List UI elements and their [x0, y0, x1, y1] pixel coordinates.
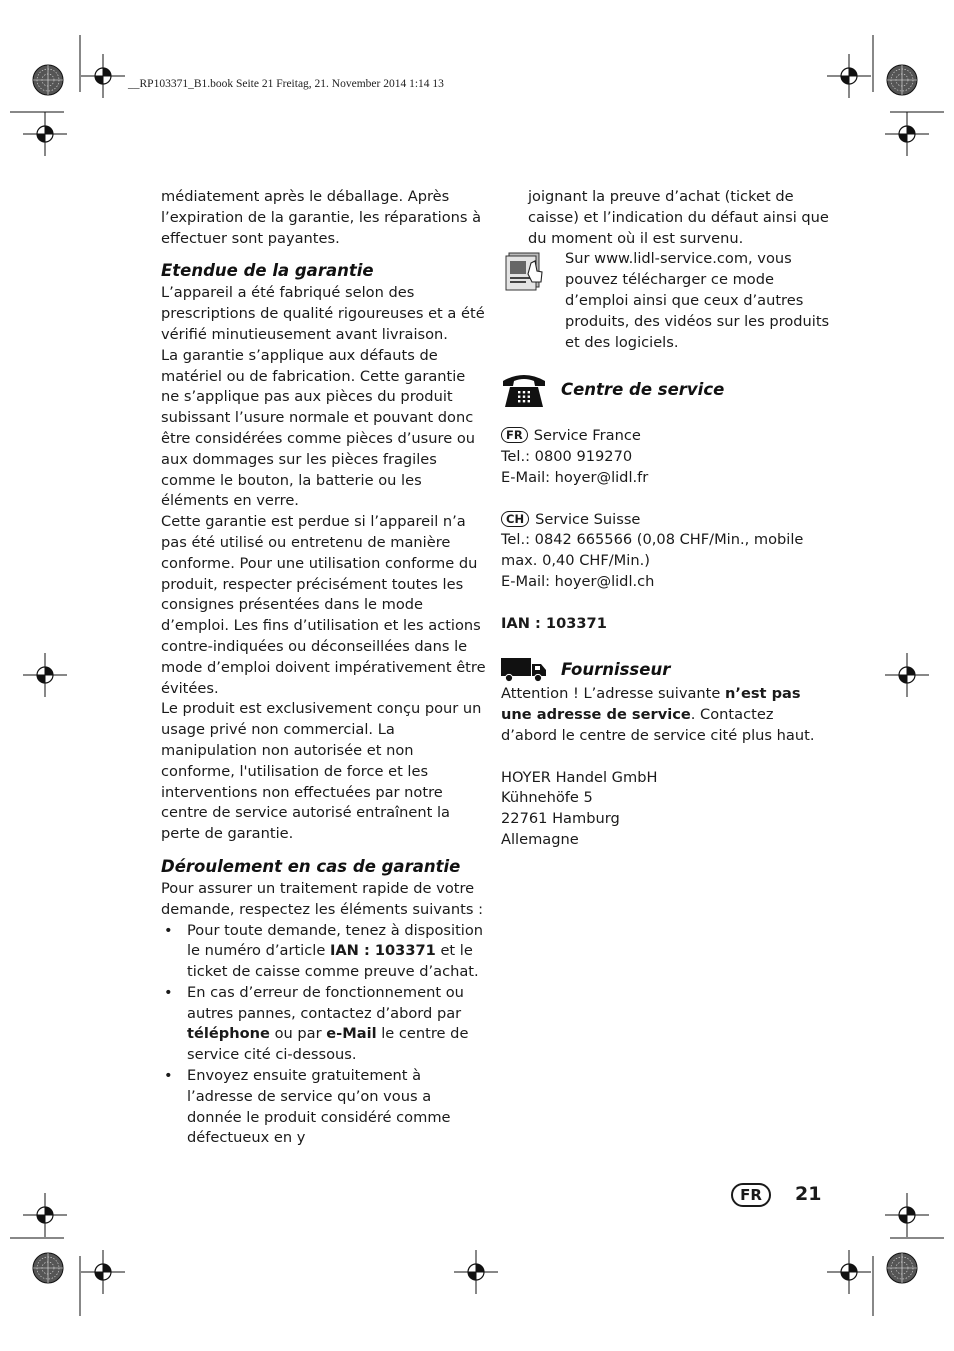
download-paragraph: Sur www.lidl-service.com, vous pouvez télécharger ce mode d’emploi ainsi que ceux d’autres produits, des vidéos sur les produits et des logiciels. — [565, 250, 830, 351]
download-manual-icon — [501, 249, 549, 293]
country-badge-fr: FR — [501, 427, 528, 443]
service-suisse-block — [501, 510, 831, 593]
registration-mark-icon — [454, 1250, 498, 1294]
intro-paragraph: médiatement après le déballage. Après l’expiration de la garantie, les réparations à effectuer sont payantes. — [161, 188, 482, 247]
service-france-email: E-Mail: hoyer@lidl.fr — [501, 468, 649, 486]
section-heading-etendue: Etendue de la garantie — [161, 261, 374, 281]
service-heading-row — [501, 371, 831, 409]
deroulement-list — [161, 921, 486, 1150]
supplier-address — [501, 768, 831, 851]
registration-mark-icon — [885, 653, 929, 697]
registration-mark-icon — [23, 653, 67, 697]
section-heading-fournisseur: Fournisseur — [561, 660, 671, 680]
etendue-paragraph-4: Le produit est exclusivement conçu pour un usage privé non commercial. La manipulation non autorisée et non conforme, l'utilisation de force et les interventions non effectuées par notre centre de service autorisé entraînent la perte de garantie. — [161, 700, 482, 843]
etendue-paragraph-3: Cette garantie est perdue si l’appareil n’a pas été utilisé ou entretenu de manière conforme. Pour une utilisation conforme du produit, respecter précisément toutes les consignes présentées dans le mode d’emploi. Les fins d’utilisation et les actions contre-indiquées ou déconseillées dans le mode d’emploi doivent impérativement être évitées. — [161, 513, 486, 697]
registration-mark-icon — [81, 1250, 125, 1294]
etendue-paragraph-2: La garantie s’applique aux défauts de matériel ou de fabrication. Cette garantie ne s’applique pas aux pièces du produit subissant l’usure normale et pouvant donc être considérées comme pièces d’usure ou aux dommages sur les pièces fragiles comme le bouton, la batterie ou les éléments en verre. — [161, 346, 476, 510]
right-column — [501, 187, 831, 851]
registration-mark-icon — [885, 112, 929, 156]
color-target-icon — [887, 65, 917, 95]
continuation-paragraph: joignant la preuve d’achat (ticket de caisse) et l’indication du défaut ainsi que du moment où il est survenu. — [528, 188, 829, 247]
etendue-paragraph-1: L’appareil a été fabriqué selon des prescriptions de qualité rigoureuses et a été vérifié minutieusement avant livraison. — [161, 284, 485, 343]
supplier-city: 22761 Hamburg — [501, 810, 620, 828]
print-header: __RP103371_B1.book Seite 21 Freitag, 21. November 2014 1:14 13 — [128, 78, 444, 90]
service-suisse-email: E-Mail: hoyer@lidl.ch — [501, 572, 655, 590]
service-suisse-tel: Tel.: 0842 665566 (0,08 CHF/Min., mobile max. 0,40 CHF/Min.) — [501, 531, 804, 570]
service-suisse-name: Service Suisse — [535, 510, 641, 528]
registration-mark-icon — [827, 1250, 871, 1294]
registration-mark-icon — [885, 1193, 929, 1237]
country-badge-ch: CH — [501, 511, 529, 527]
list-item: • Pour toute demande, tenez à disposition le numéro d’article IAN : 103371 et le ticket de caisse comme preuve d’achat. — [161, 921, 486, 983]
color-target-icon — [33, 1253, 63, 1283]
service-france-block — [501, 426, 831, 488]
service-france-tel: Tel.: 0800 919270 — [501, 448, 633, 466]
left-column — [161, 187, 486, 1149]
registration-mark-icon — [827, 54, 871, 98]
service-france-name: Service France — [533, 427, 641, 445]
section-heading-deroulement: Déroulement en cas de garantie — [161, 856, 461, 876]
deroulement-paragraph: Pour assurer un traitement rapide de votre demande, respectez les éléments suivants : — [161, 879, 484, 918]
supplier-country: Allemagne — [501, 830, 579, 848]
download-note — [501, 249, 831, 353]
telephone-icon — [501, 371, 547, 409]
page-number: 21 — [795, 1183, 822, 1205]
supplier-street: Kühnehöfe 5 — [501, 789, 593, 807]
registration-mark-icon — [23, 112, 67, 156]
section-heading-service: Centre de service — [561, 380, 725, 400]
list-item: • En cas d’erreur de fonctionnement ou autres pannes, contactez d’abord par téléphone ou par e-Mail le centre de service cité ci-dessous. — [161, 983, 486, 1066]
color-target-icon — [887, 1253, 917, 1283]
language-badge: FR — [731, 1183, 771, 1207]
fournisseur-warning: Attention ! L’adresse suivante n’est pas une adresse de service. Contactez d’abord le centre de service cité plus haut. — [501, 685, 815, 744]
registration-mark-icon — [23, 1193, 67, 1237]
ian-number: IAN : 103371 — [501, 614, 607, 632]
fournisseur-heading-row — [501, 656, 831, 684]
list-item: • Envoyez ensuite gratuitement à l’adresse de service qu’on vous a donnée le produit considéré comme défectueux en y — [161, 1066, 486, 1149]
supplier-company: HOYER Handel GmbH — [501, 768, 658, 786]
delivery-truck-icon — [501, 656, 547, 684]
registration-mark-icon — [81, 54, 125, 98]
color-target-icon — [33, 65, 63, 95]
